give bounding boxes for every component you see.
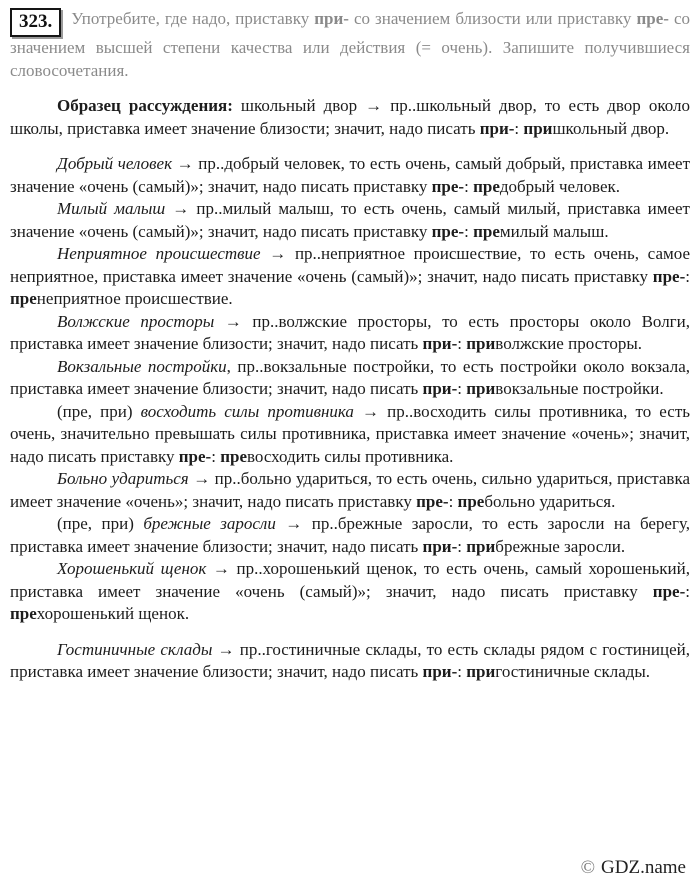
text: : [685,266,690,286]
bold-text: пре- [431,221,465,241]
task-statement [10,8,690,82]
bold-text: пре- [652,266,686,286]
text: восходить силы противника. [247,446,454,466]
text: со значением близости или приставку [348,9,637,28]
text: : [514,118,524,138]
bold-text: при [466,536,496,556]
text: → пр..больно удариться, то есть очень, сильно удариться, приставка имеет значение «очень»; значит, надо писать приставку [10,469,690,511]
text: → пр..милый малыш, то есть очень, самый милый, приставка имеет значение «очень (самый)»; значит, надо писать приставку [10,199,690,241]
bold-text: при- [314,9,349,28]
text: → пр..брежные заросли, то есть заросли на берегу, приставка имеет значение близости; значит, надо писать [10,514,690,556]
italic-text: Гостиничные склады [57,639,213,659]
italic-text: Больно удариться [57,469,189,488]
paragraph [10,95,690,140]
text: милый малыш. [499,221,609,241]
text: : [457,662,467,681]
task-text [10,9,690,80]
text: → пр..восходить силы противника, то есть очень, значительно превышать силы противника, приставка имеет значение «очень»; значит, надо писать приставку [10,401,690,466]
text: школьный двор → пр..школьный двор, то есть двор около школы, приставка имеет значение близости; значит, надо писать [10,96,690,138]
italic-text: Милый малыш [57,199,166,218]
bold-text: пре- [636,9,669,28]
copyright-icon: © [580,856,596,878]
bold-text: пре- [431,176,465,196]
paragraph [10,401,690,469]
bold-text: при [466,662,496,681]
text: → пр..хорошенький щенок, то есть очень, самый хорошенький, приставка имеет значение «очень (самый)»; значит, надо писать приставку [10,559,690,601]
text: : [457,536,467,556]
text: : [457,334,467,353]
bold-text: пре- [416,491,449,511]
text: добрый человек. [499,176,621,196]
bold-text: Образец рассуждения: [57,96,233,115]
bold-text: при- [479,118,515,138]
italic-text: брежные заросли [143,514,276,533]
text: волжские просторы. [495,334,643,353]
paragraph [10,243,690,311]
text: → пр..добрый человек, то есть очень, самый добрый, приставка имеет значение «очень (самый)»; значит, надо писать приставку [10,154,691,196]
text: : [448,491,458,511]
bold-text: пре [10,289,37,308]
bold-text: при- [422,379,458,398]
text: : [464,176,474,196]
italic-text: Добрый человек [57,154,173,173]
text: хорошенький щенок. [36,604,190,623]
text: неприятное происшествие. [36,289,233,308]
text: школьный двор. [552,118,670,138]
bold-text: пре [473,221,500,241]
bold-text: при- [422,536,458,556]
italic-text: Вокзальные постройки [57,356,227,376]
paragraph [10,513,690,558]
paragraph-list [10,95,690,684]
paragraph [10,639,690,684]
text: : [685,581,690,601]
bold-text: пре [457,491,485,511]
paragraph [10,356,690,401]
bold-text: при [523,118,553,138]
exercise-number-badge: 323. [10,8,61,37]
bold-text: пре- [178,446,212,466]
text: → пр..гостиничные склады, то есть склады рядом с гостиницей, приставка имеет значение близости; значит, надо писать [10,639,690,681]
bold-text: пре- [652,581,686,601]
text: гостиничные склады. [495,662,651,681]
bold-text: пре [10,604,37,623]
paragraph [10,468,690,513]
text: → пр..неприятное происшествие, то есть очень, самое неприятное, приставка имеет значение «очень (самый)»; значит, надо писать приставку [10,244,690,286]
text: : [211,446,221,466]
bold-text: при- [422,334,458,353]
text: : [457,379,467,398]
text: брежные заросли. [495,536,626,556]
bold-text: при- [422,662,458,681]
text: : [464,221,474,241]
paragraph [10,558,690,626]
paragraph [10,153,690,198]
bold-text: при [466,379,496,398]
text: больно удариться. [484,491,616,511]
text: → пр..волжские просторы, то есть просторы около Волги, приставка имеет значение близости; значит, надо писать [10,311,690,353]
bold-text: при [466,334,496,353]
site-name: GDZ.name [601,856,686,878]
watermark [581,857,686,880]
text: , пр..вокзальные постройки, то есть постройки около вокзала, приставка имеет значение близости; значит, надо писать [10,356,690,398]
bold-text: пре [473,176,500,196]
text: со значением высшей степени качества или действия (= очень). Запишите получившиеся словосочетания. [10,9,691,80]
italic-text: Хорошенький щенок [57,559,207,578]
italic-text: Волжские просторы [57,311,215,331]
paragraph [10,311,690,356]
bold-text: пре [220,446,247,466]
text: (пре, при) [57,401,133,421]
paragraph [10,198,690,243]
text: Употребите, где надо, приставку [71,9,315,28]
italic-text: Неприятное происшествие [57,244,261,263]
italic-text: восходить силы противника [132,401,354,421]
text: (пре, при) [57,514,144,533]
text: вокзальные постройки. [495,379,664,398]
